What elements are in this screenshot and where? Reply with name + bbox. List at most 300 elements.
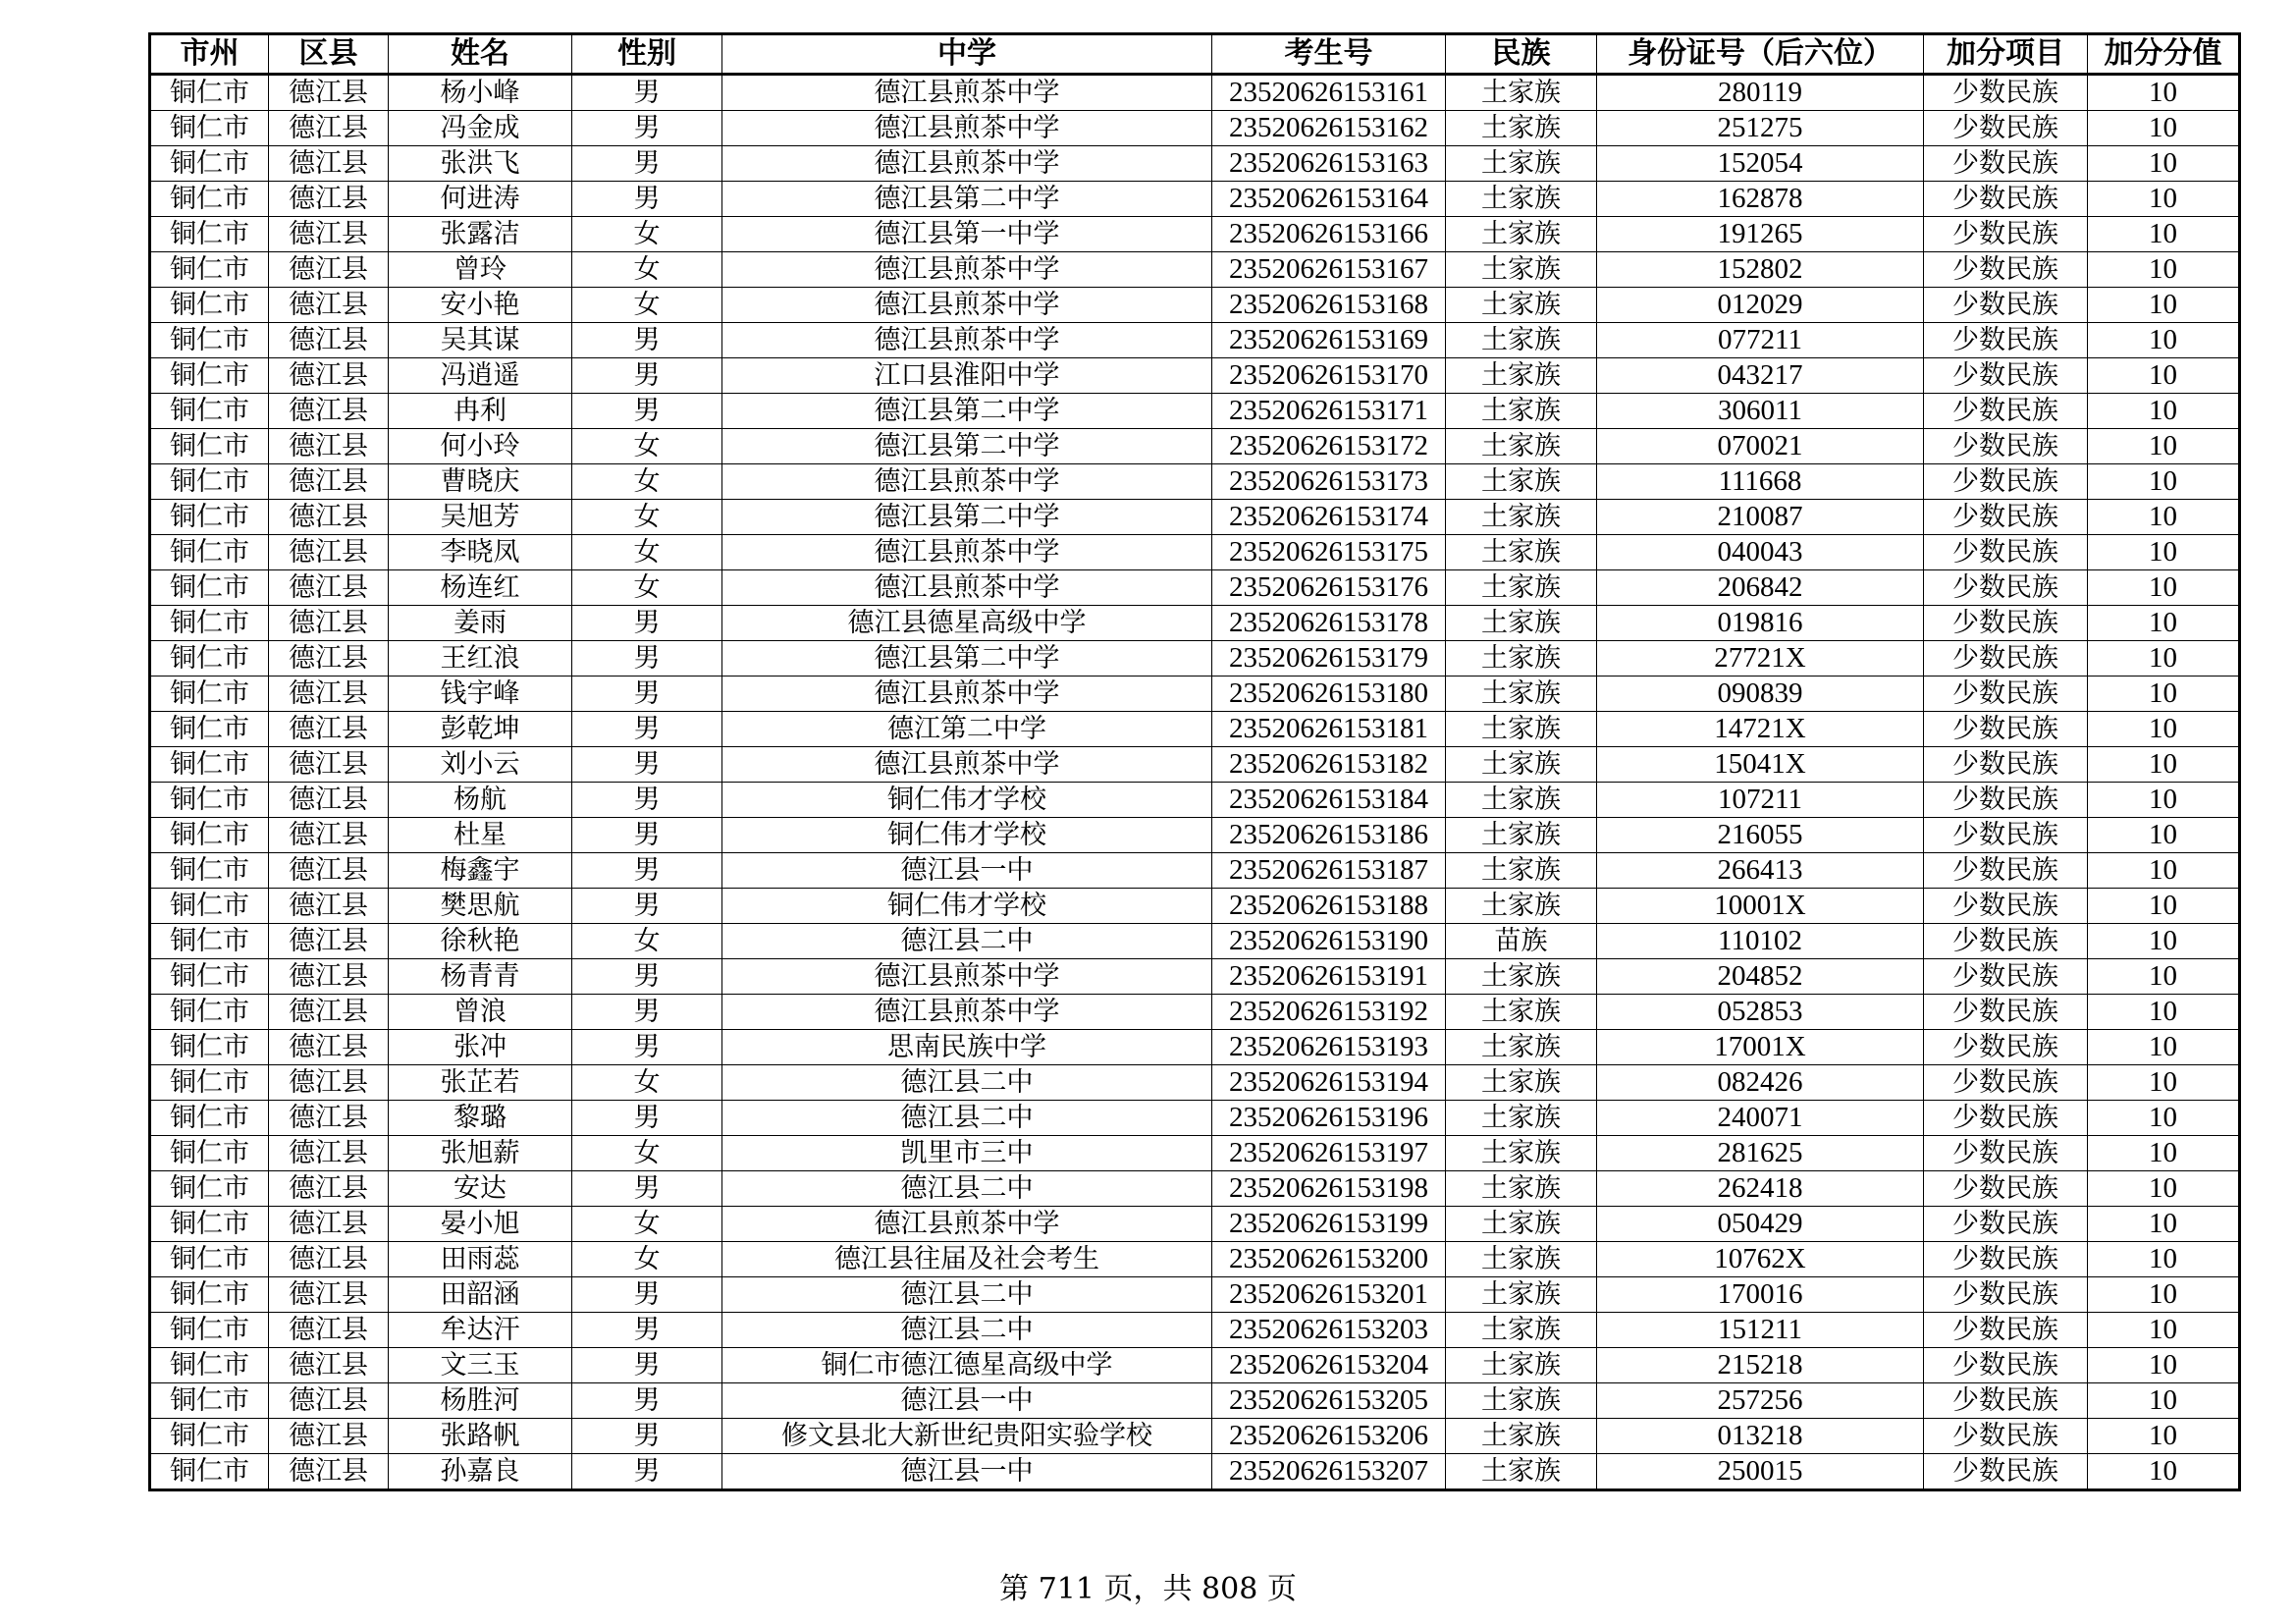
ethnicity-cell: 土家族 [1446,1313,1597,1348]
bonus-value-cell: 10 [2088,182,2240,217]
city-cell: 铜仁市 [150,75,269,111]
exam-number-cell: 23520626153199 [1212,1207,1446,1242]
table-row [150,500,2240,535]
exam-number-cell: 23520626153162 [1212,111,1446,146]
bonus-item-cell: 少数民族 [1924,889,2088,924]
table-row [150,75,2240,111]
name-cell: 牟达汗 [389,1313,572,1348]
school-cell: 德江县煎茶中学 [722,959,1212,995]
bonus-item-cell: 少数民族 [1924,677,2088,712]
id-last-six-cell: 306011 [1597,394,1924,429]
county-cell: 德江县 [269,1313,389,1348]
header-school: 中学 [722,34,1212,75]
gender-cell: 男 [572,889,722,924]
school-cell: 修文县北大新世纪贵阳实验学校 [722,1419,1212,1454]
name-cell: 张冲 [389,1030,572,1065]
ethnicity-cell: 土家族 [1446,1136,1597,1171]
name-cell: 吴旭芳 [389,500,572,535]
gender-cell: 女 [572,429,722,464]
county-cell: 德江县 [269,783,389,818]
ethnicity-cell: 土家族 [1446,500,1597,535]
city-cell: 铜仁市 [150,606,269,641]
gender-cell: 男 [572,394,722,429]
bonus-item-cell: 少数民族 [1924,1419,2088,1454]
ethnicity-cell: 土家族 [1446,182,1597,217]
exam-number-cell: 23520626153203 [1212,1313,1446,1348]
bonus-value-cell: 10 [2088,1313,2240,1348]
name-cell: 孙嘉良 [389,1454,572,1490]
school-cell: 德江县二中 [722,1313,1212,1348]
id-last-six-cell: 10762X [1597,1242,1924,1277]
table-row [150,323,2240,358]
school-cell: 德江县煎茶中学 [722,323,1212,358]
name-cell: 田雨蕊 [389,1242,572,1277]
city-cell: 铜仁市 [150,853,269,889]
table-row [150,1277,2240,1313]
ethnicity-cell: 土家族 [1446,1030,1597,1065]
exam-number-cell: 23520626153205 [1212,1383,1446,1419]
bonus-value-cell: 10 [2088,252,2240,288]
city-cell: 铜仁市 [150,358,269,394]
id-last-six-cell: 050429 [1597,1207,1924,1242]
bonus-item-cell: 少数民族 [1924,500,2088,535]
bonus-value-cell: 10 [2088,1454,2240,1490]
table-row [150,783,2240,818]
school-cell: 德江县德星高级中学 [722,606,1212,641]
name-cell: 杨胜河 [389,1383,572,1419]
school-cell: 铜仁伟才学校 [722,889,1212,924]
city-cell: 铜仁市 [150,747,269,783]
county-cell: 德江县 [269,1171,389,1207]
school-cell: 德江县煎茶中学 [722,146,1212,182]
exam-number-cell: 23520626153172 [1212,429,1446,464]
table-row [150,1065,2240,1101]
school-cell: 铜仁市德江德星高级中学 [722,1348,1212,1383]
gender-cell: 女 [572,500,722,535]
id-last-six-cell: 152802 [1597,252,1924,288]
city-cell: 铜仁市 [150,182,269,217]
table-row [150,995,2240,1030]
bonus-value-cell: 10 [2088,429,2240,464]
bonus-value-cell: 10 [2088,111,2240,146]
county-cell: 德江县 [269,959,389,995]
school-cell: 德江县一中 [722,1454,1212,1490]
exam-number-cell: 23520626153192 [1212,995,1446,1030]
name-cell: 徐秋艳 [389,924,572,959]
city-cell: 铜仁市 [150,1454,269,1490]
bonus-item-cell: 少数民族 [1924,1101,2088,1136]
gender-cell: 男 [572,111,722,146]
city-cell: 铜仁市 [150,1383,269,1419]
id-last-six-cell: 251275 [1597,111,1924,146]
bonus-item-cell: 少数民族 [1924,75,2088,111]
name-cell: 刘小云 [389,747,572,783]
county-cell: 德江县 [269,323,389,358]
id-last-six-cell: 040043 [1597,535,1924,570]
id-last-six-cell: 210087 [1597,500,1924,535]
gender-cell: 男 [572,1171,722,1207]
ethnicity-cell: 土家族 [1446,959,1597,995]
exam-number-cell: 23520626153174 [1212,500,1446,535]
exam-number-cell: 23520626153186 [1212,818,1446,853]
county-cell: 德江县 [269,606,389,641]
city-cell: 铜仁市 [150,1277,269,1313]
city-cell: 铜仁市 [150,535,269,570]
table-row [150,924,2240,959]
school-cell: 德江县二中 [722,1171,1212,1207]
school-cell: 德江县煎茶中学 [722,252,1212,288]
school-cell: 凯里市三中 [722,1136,1212,1171]
bonus-item-cell: 少数民族 [1924,783,2088,818]
exam-number-cell: 23520626153173 [1212,464,1446,500]
bonus-item-cell: 少数民族 [1924,1065,2088,1101]
exam-number-cell: 23520626153190 [1212,924,1446,959]
ethnicity-cell: 土家族 [1446,677,1597,712]
id-last-six-cell: 110102 [1597,924,1924,959]
bonus-value-cell: 10 [2088,500,2240,535]
bonus-item-cell: 少数民族 [1924,429,2088,464]
city-cell: 铜仁市 [150,1419,269,1454]
county-cell: 德江县 [269,995,389,1030]
bonus-value-cell: 10 [2088,1171,2240,1207]
city-cell: 铜仁市 [150,464,269,500]
bonus-item-cell: 少数民族 [1924,641,2088,677]
gender-cell: 男 [572,747,722,783]
gender-cell: 女 [572,535,722,570]
ethnicity-cell: 土家族 [1446,606,1597,641]
bonus-item-cell: 少数民族 [1924,1242,2088,1277]
bonus-value-cell: 10 [2088,1348,2240,1383]
bonus-value-cell: 10 [2088,1101,2240,1136]
school-cell: 德江县煎茶中学 [722,1207,1212,1242]
exam-number-cell: 23520626153198 [1212,1171,1446,1207]
gender-cell: 男 [572,853,722,889]
gender-cell: 男 [572,182,722,217]
city-cell: 铜仁市 [150,500,269,535]
school-cell: 德江县煎茶中学 [722,995,1212,1030]
city-cell: 铜仁市 [150,217,269,252]
bonus-item-cell: 少数民族 [1924,182,2088,217]
bonus-item-cell: 少数民族 [1924,606,2088,641]
table-row [150,1136,2240,1171]
table-row [150,818,2240,853]
ethnicity-cell: 土家族 [1446,288,1597,323]
school-cell: 德江县煎茶中学 [722,570,1212,606]
city-cell: 铜仁市 [150,570,269,606]
county-cell: 德江县 [269,217,389,252]
ethnicity-cell: 土家族 [1446,1277,1597,1313]
id-last-six-cell: 107211 [1597,783,1924,818]
gender-cell: 男 [572,1419,722,1454]
bonus-item-cell: 少数民族 [1924,111,2088,146]
ethnicity-cell: 土家族 [1446,252,1597,288]
name-cell: 张洪飞 [389,146,572,182]
exam-number-cell: 23520626153176 [1212,570,1446,606]
bonus-value-cell: 10 [2088,1419,2240,1454]
bonus-item-cell: 少数民族 [1924,1136,2088,1171]
exam-number-cell: 23520626153169 [1212,323,1446,358]
table-row [150,853,2240,889]
exam-number-cell: 23520626153194 [1212,1065,1446,1101]
school-cell: 德江第二中学 [722,712,1212,747]
exam-number-cell: 23520626153184 [1212,783,1446,818]
ethnicity-cell: 苗族 [1446,924,1597,959]
name-cell: 张芷若 [389,1065,572,1101]
city-cell: 铜仁市 [150,1065,269,1101]
school-cell: 江口县淮阳中学 [722,358,1212,394]
county-cell: 德江县 [269,358,389,394]
ethnicity-cell: 土家族 [1446,818,1597,853]
exam-number-cell: 23520626153187 [1212,853,1446,889]
name-cell: 冯金成 [389,111,572,146]
id-last-six-cell: 17001X [1597,1030,1924,1065]
city-cell: 铜仁市 [150,1171,269,1207]
table-row [150,1383,2240,1419]
county-cell: 德江县 [269,1030,389,1065]
ethnicity-cell: 土家族 [1446,464,1597,500]
id-last-six-cell: 151211 [1597,1313,1924,1348]
county-cell: 德江县 [269,1065,389,1101]
table-row [150,252,2240,288]
name-cell: 王红浪 [389,641,572,677]
name-cell: 姜雨 [389,606,572,641]
gender-cell: 男 [572,323,722,358]
exam-number-cell: 23520626153178 [1212,606,1446,641]
bonus-item-cell: 少数民族 [1924,217,2088,252]
county-cell: 德江县 [269,712,389,747]
school-cell: 德江县一中 [722,1383,1212,1419]
bonus-value-cell: 10 [2088,995,2240,1030]
ethnicity-cell: 土家族 [1446,1348,1597,1383]
school-cell: 德江县第一中学 [722,217,1212,252]
gender-cell: 女 [572,570,722,606]
table-row [150,146,2240,182]
city-cell: 铜仁市 [150,995,269,1030]
ethnicity-cell: 土家族 [1446,75,1597,111]
exam-number-cell: 23520626153180 [1212,677,1446,712]
id-last-six-cell: 052853 [1597,995,1924,1030]
id-last-six-cell: 280119 [1597,75,1924,111]
id-last-six-cell: 043217 [1597,358,1924,394]
bonus-value-cell: 10 [2088,1207,2240,1242]
gender-cell: 男 [572,677,722,712]
bonus-item-cell: 少数民族 [1924,712,2088,747]
bonus-value-cell: 10 [2088,641,2240,677]
school-cell: 铜仁伟才学校 [722,783,1212,818]
name-cell: 黎璐 [389,1101,572,1136]
county-cell: 德江县 [269,535,389,570]
table-row [150,570,2240,606]
bonus-value-cell: 10 [2088,75,2240,111]
gender-cell: 男 [572,641,722,677]
school-cell: 德江县往届及社会考生 [722,1242,1212,1277]
bonus-value-cell: 10 [2088,1030,2240,1065]
city-cell: 铜仁市 [150,1348,269,1383]
id-last-six-cell: 10001X [1597,889,1924,924]
name-cell: 张旭薪 [389,1136,572,1171]
name-cell: 杨连红 [389,570,572,606]
gender-cell: 女 [572,1136,722,1171]
gender-cell: 男 [572,1277,722,1313]
exam-number-cell: 23520626153196 [1212,1101,1446,1136]
header-gender: 性别 [572,34,722,75]
ethnicity-cell: 土家族 [1446,641,1597,677]
bonus-value-cell: 10 [2088,1136,2240,1171]
school-cell: 德江县二中 [722,1065,1212,1101]
id-last-six-cell: 250015 [1597,1454,1924,1490]
table-row [150,1419,2240,1454]
table-row [150,1171,2240,1207]
ethnicity-cell: 土家族 [1446,1207,1597,1242]
city-cell: 铜仁市 [150,288,269,323]
school-cell: 德江县煎茶中学 [722,464,1212,500]
header-city: 市州 [150,34,269,75]
gender-cell: 男 [572,75,722,111]
id-last-six-cell: 013218 [1597,1419,1924,1454]
table-row [150,1242,2240,1277]
exam-number-cell: 23520626153163 [1212,146,1446,182]
county-cell: 德江县 [269,1277,389,1313]
ethnicity-cell: 土家族 [1446,1383,1597,1419]
ethnicity-cell: 土家族 [1446,217,1597,252]
name-cell: 文三玉 [389,1348,572,1383]
bonus-value-cell: 10 [2088,535,2240,570]
school-cell: 德江县第二中学 [722,500,1212,535]
table-header [150,34,2240,75]
table-row [150,641,2240,677]
exam-number-cell: 23520626153182 [1212,747,1446,783]
exam-number-cell: 23520626153170 [1212,358,1446,394]
table-row [150,358,2240,394]
name-cell: 杨青青 [389,959,572,995]
bonus-value-cell: 10 [2088,606,2240,641]
id-last-six-cell: 14721X [1597,712,1924,747]
table-row [150,217,2240,252]
ethnicity-cell: 土家族 [1446,429,1597,464]
gender-cell: 男 [572,1030,722,1065]
gender-cell: 男 [572,1454,722,1490]
id-last-six-cell: 090839 [1597,677,1924,712]
name-cell: 吴其谋 [389,323,572,358]
city-cell: 铜仁市 [150,677,269,712]
city-cell: 铜仁市 [150,1207,269,1242]
bonus-item-cell: 少数民族 [1924,1277,2088,1313]
gender-cell: 男 [572,1348,722,1383]
county-cell: 德江县 [269,924,389,959]
city-cell: 铜仁市 [150,1030,269,1065]
city-cell: 铜仁市 [150,924,269,959]
header-ethnicity: 民族 [1446,34,1597,75]
table-row [150,1313,2240,1348]
id-last-six-cell: 257256 [1597,1383,1924,1419]
id-last-six-cell: 240071 [1597,1101,1924,1136]
school-cell: 德江县煎茶中学 [722,747,1212,783]
ethnicity-cell: 土家族 [1446,1242,1597,1277]
bonus-item-cell: 少数民族 [1924,394,2088,429]
id-last-six-cell: 111668 [1597,464,1924,500]
gender-cell: 男 [572,606,722,641]
county-cell: 德江县 [269,1383,389,1419]
gender-cell: 女 [572,1242,722,1277]
ethnicity-cell: 土家族 [1446,1101,1597,1136]
school-cell: 德江县二中 [722,924,1212,959]
school-cell: 德江县煎茶中学 [722,535,1212,570]
name-cell: 钱宇峰 [389,677,572,712]
bonus-item-cell: 少数民族 [1924,1313,2088,1348]
name-cell: 冯逍遥 [389,358,572,394]
id-last-six-cell: 082426 [1597,1065,1924,1101]
bonus-value-cell: 10 [2088,712,2240,747]
exam-number-cell: 23520626153171 [1212,394,1446,429]
gender-cell: 男 [572,712,722,747]
ethnicity-cell: 土家族 [1446,747,1597,783]
school-cell: 德江县煎茶中学 [722,288,1212,323]
school-cell: 德江县第二中学 [722,641,1212,677]
table-row [150,1454,2240,1490]
exam-number-cell: 23520626153175 [1212,535,1446,570]
ethnicity-cell: 土家族 [1446,111,1597,146]
city-cell: 铜仁市 [150,712,269,747]
name-cell: 安小艳 [389,288,572,323]
page-number-footer: 第 711 页，共 808 页 [999,1572,1297,1606]
exam-number-cell: 23520626153201 [1212,1277,1446,1313]
header-bonus-item: 加分项目 [1924,34,2088,75]
ethnicity-cell: 土家族 [1446,570,1597,606]
school-cell: 思南民族中学 [722,1030,1212,1065]
ethnicity-cell: 土家族 [1446,995,1597,1030]
name-cell: 李晓凤 [389,535,572,570]
header-bonus-value: 加分分值 [2088,34,2240,75]
city-cell: 铜仁市 [150,252,269,288]
bonus-points-table [148,32,2241,1491]
table-row [150,677,2240,712]
id-last-six-cell: 27721X [1597,641,1924,677]
name-cell: 杨航 [389,783,572,818]
gender-cell: 男 [572,1101,722,1136]
county-cell: 德江县 [269,1348,389,1383]
bonus-item-cell: 少数民族 [1924,1030,2088,1065]
ethnicity-cell: 土家族 [1446,535,1597,570]
county-cell: 德江县 [269,252,389,288]
exam-number-cell: 23520626153191 [1212,959,1446,995]
bonus-value-cell: 10 [2088,1242,2240,1277]
gender-cell: 男 [572,783,722,818]
id-last-six-cell: 206842 [1597,570,1924,606]
bonus-item-cell: 少数民族 [1924,1454,2088,1490]
exam-number-cell: 23520626153206 [1212,1419,1446,1454]
county-cell: 德江县 [269,889,389,924]
header-name: 姓名 [389,34,572,75]
school-cell: 德江县煎茶中学 [722,677,1212,712]
id-last-six-cell: 15041X [1597,747,1924,783]
table-row [150,889,2240,924]
gender-cell: 男 [572,818,722,853]
name-cell: 安达 [389,1171,572,1207]
school-cell: 德江县煎茶中学 [722,75,1212,111]
bonus-value-cell: 10 [2088,783,2240,818]
bonus-value-cell: 10 [2088,889,2240,924]
bonus-item-cell: 少数民族 [1924,570,2088,606]
header-county: 区县 [269,34,389,75]
bonus-value-cell: 10 [2088,924,2240,959]
bonus-value-cell: 10 [2088,146,2240,182]
id-last-six-cell: 262418 [1597,1171,1924,1207]
id-last-six-cell: 170016 [1597,1277,1924,1313]
table-row [150,288,2240,323]
county-cell: 德江县 [269,747,389,783]
bonus-item-cell: 少数民族 [1924,747,2088,783]
bonus-item-cell: 少数民族 [1924,818,2088,853]
